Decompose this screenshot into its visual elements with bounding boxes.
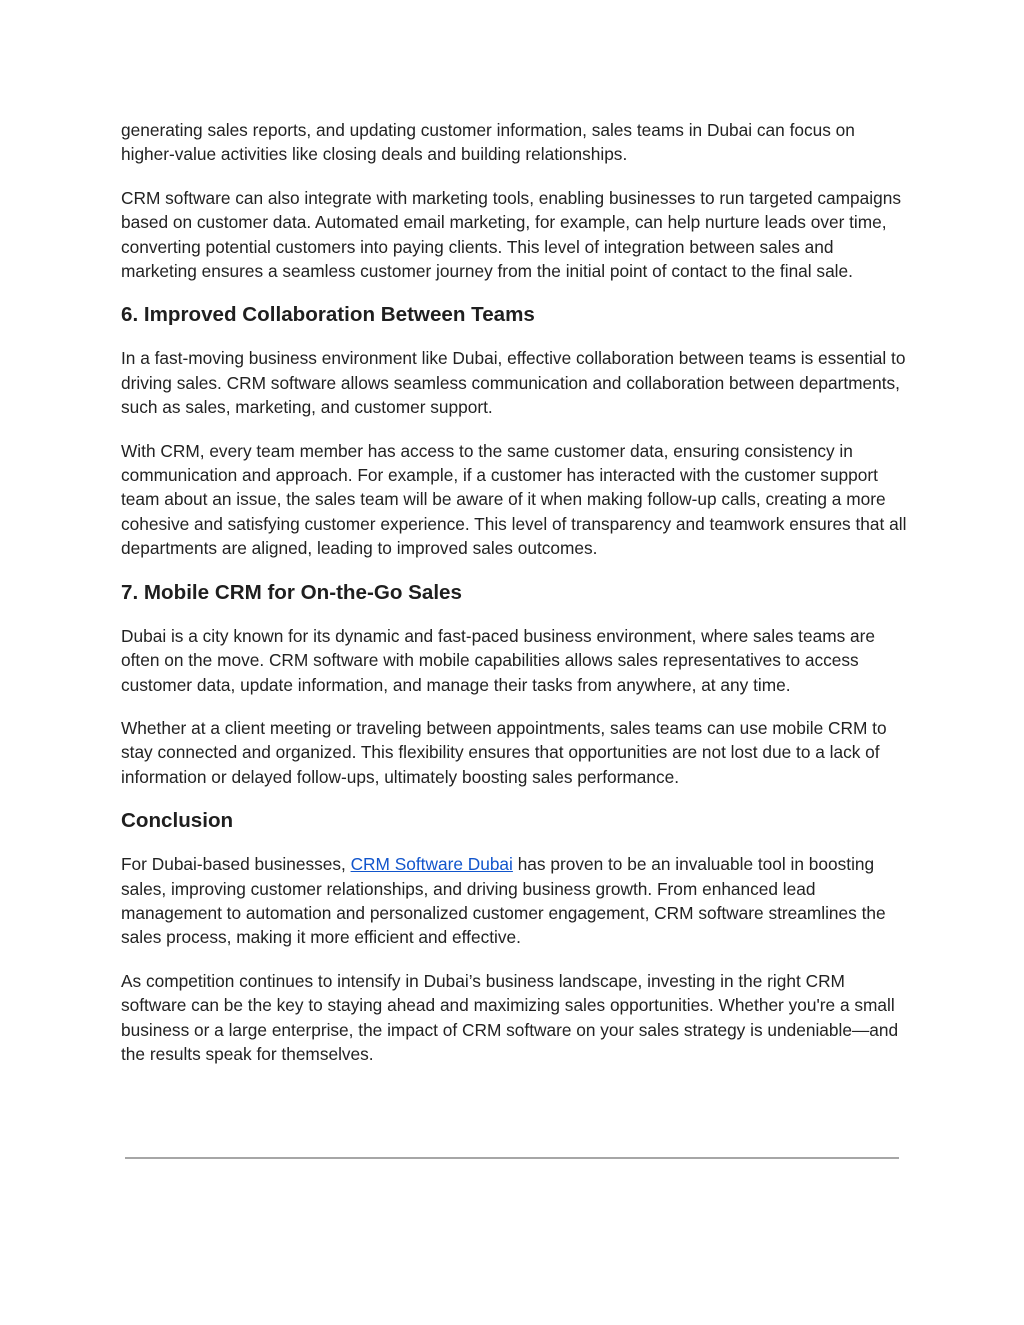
horizontal-divider	[125, 1157, 899, 1159]
paragraph-intro: generating sales reports, and updating customer information, sales teams in Dubai can focus on higher-value activities like closing deals and building relationships.	[121, 120, 855, 165]
paragraph-mobile-1: Dubai is a city known for its dynamic and fast-paced business environment, where sales teams are often on the move. CRM software with mobile capabilities allows sales representatives to access customer data, update information, and manage their tasks from anywhere, at any time.	[121, 625, 876, 695]
paragraph-collaboration-2: With CRM, every team member has access to the same customer data, ensuring consistency in communication and approach. For example, if a customer has interacted with the customer support team about an issue, the sales team will be aware of it when making follow-up calls, creating a more cohesive and satisfying customer experience. This level of transparency and teamwork ensures that all departments are aligned, leading to improved sales outcomes.	[121, 440, 907, 559]
paragraph-mobile-2: Whether at a client meeting or traveling between appointments, sales teams can use mobile CRM to stay connected and organized. This flexibility ensures that opportunities are not lost due to a lack of information or delayed follow-ups, ultimately boosting sales performance.	[121, 717, 887, 787]
paragraph-conclusion-1	[121, 852, 911, 950]
paragraph-marketing-integration: CRM software can also integrate with marketing tools, enabling businesses to run targeted campaigns based on customer data. Automated email marketing, for example, can help nurture leads over time, converting potential customers into paying clients. This level of integration between sales and marketing ensures a seamless customer journey from the initial point of contact to the final sale.	[121, 187, 901, 282]
paragraph-collaboration-1: In a fast-moving business environment like Dubai, effective collaboration between teams is essential to driving sales. CRM software allows seamless communication and collaboration between departments, such as sales, marketing, and customer support.	[121, 348, 906, 418]
conclusion-text-before-link: For Dubai-based businesses,	[121, 854, 351, 875]
document-body	[121, 118, 911, 1085]
heading-mobile-crm: 7. Mobile CRM for On-the-Go Sales	[121, 580, 462, 604]
heading-improved-collaboration: 6. Improved Collaboration Between Teams	[121, 303, 535, 327]
paragraph-conclusion-2: As competition continues to intensify in Dubai’s business landscape, investing in the right CRM software can be the key to staying ahead and maximizing sales opportunities. Whether you're a small business or a large enterprise, the impact of CRM software on your sales strategy is undeniable—and the results speak for themselves.	[121, 970, 899, 1064]
conclusion-text-after-link: has proven to be an invaluable tool in boosting sales, improving customer relationships, and driving business growth. From enhanced lead management to automation and personalized customer engagement, CRM software streamlines the sales process, making it more efficient and effective.	[121, 854, 886, 948]
crm-software-dubai-link[interactable]: CRM Software Dubai	[350, 854, 513, 875]
heading-conclusion: Conclusion	[121, 809, 234, 833]
